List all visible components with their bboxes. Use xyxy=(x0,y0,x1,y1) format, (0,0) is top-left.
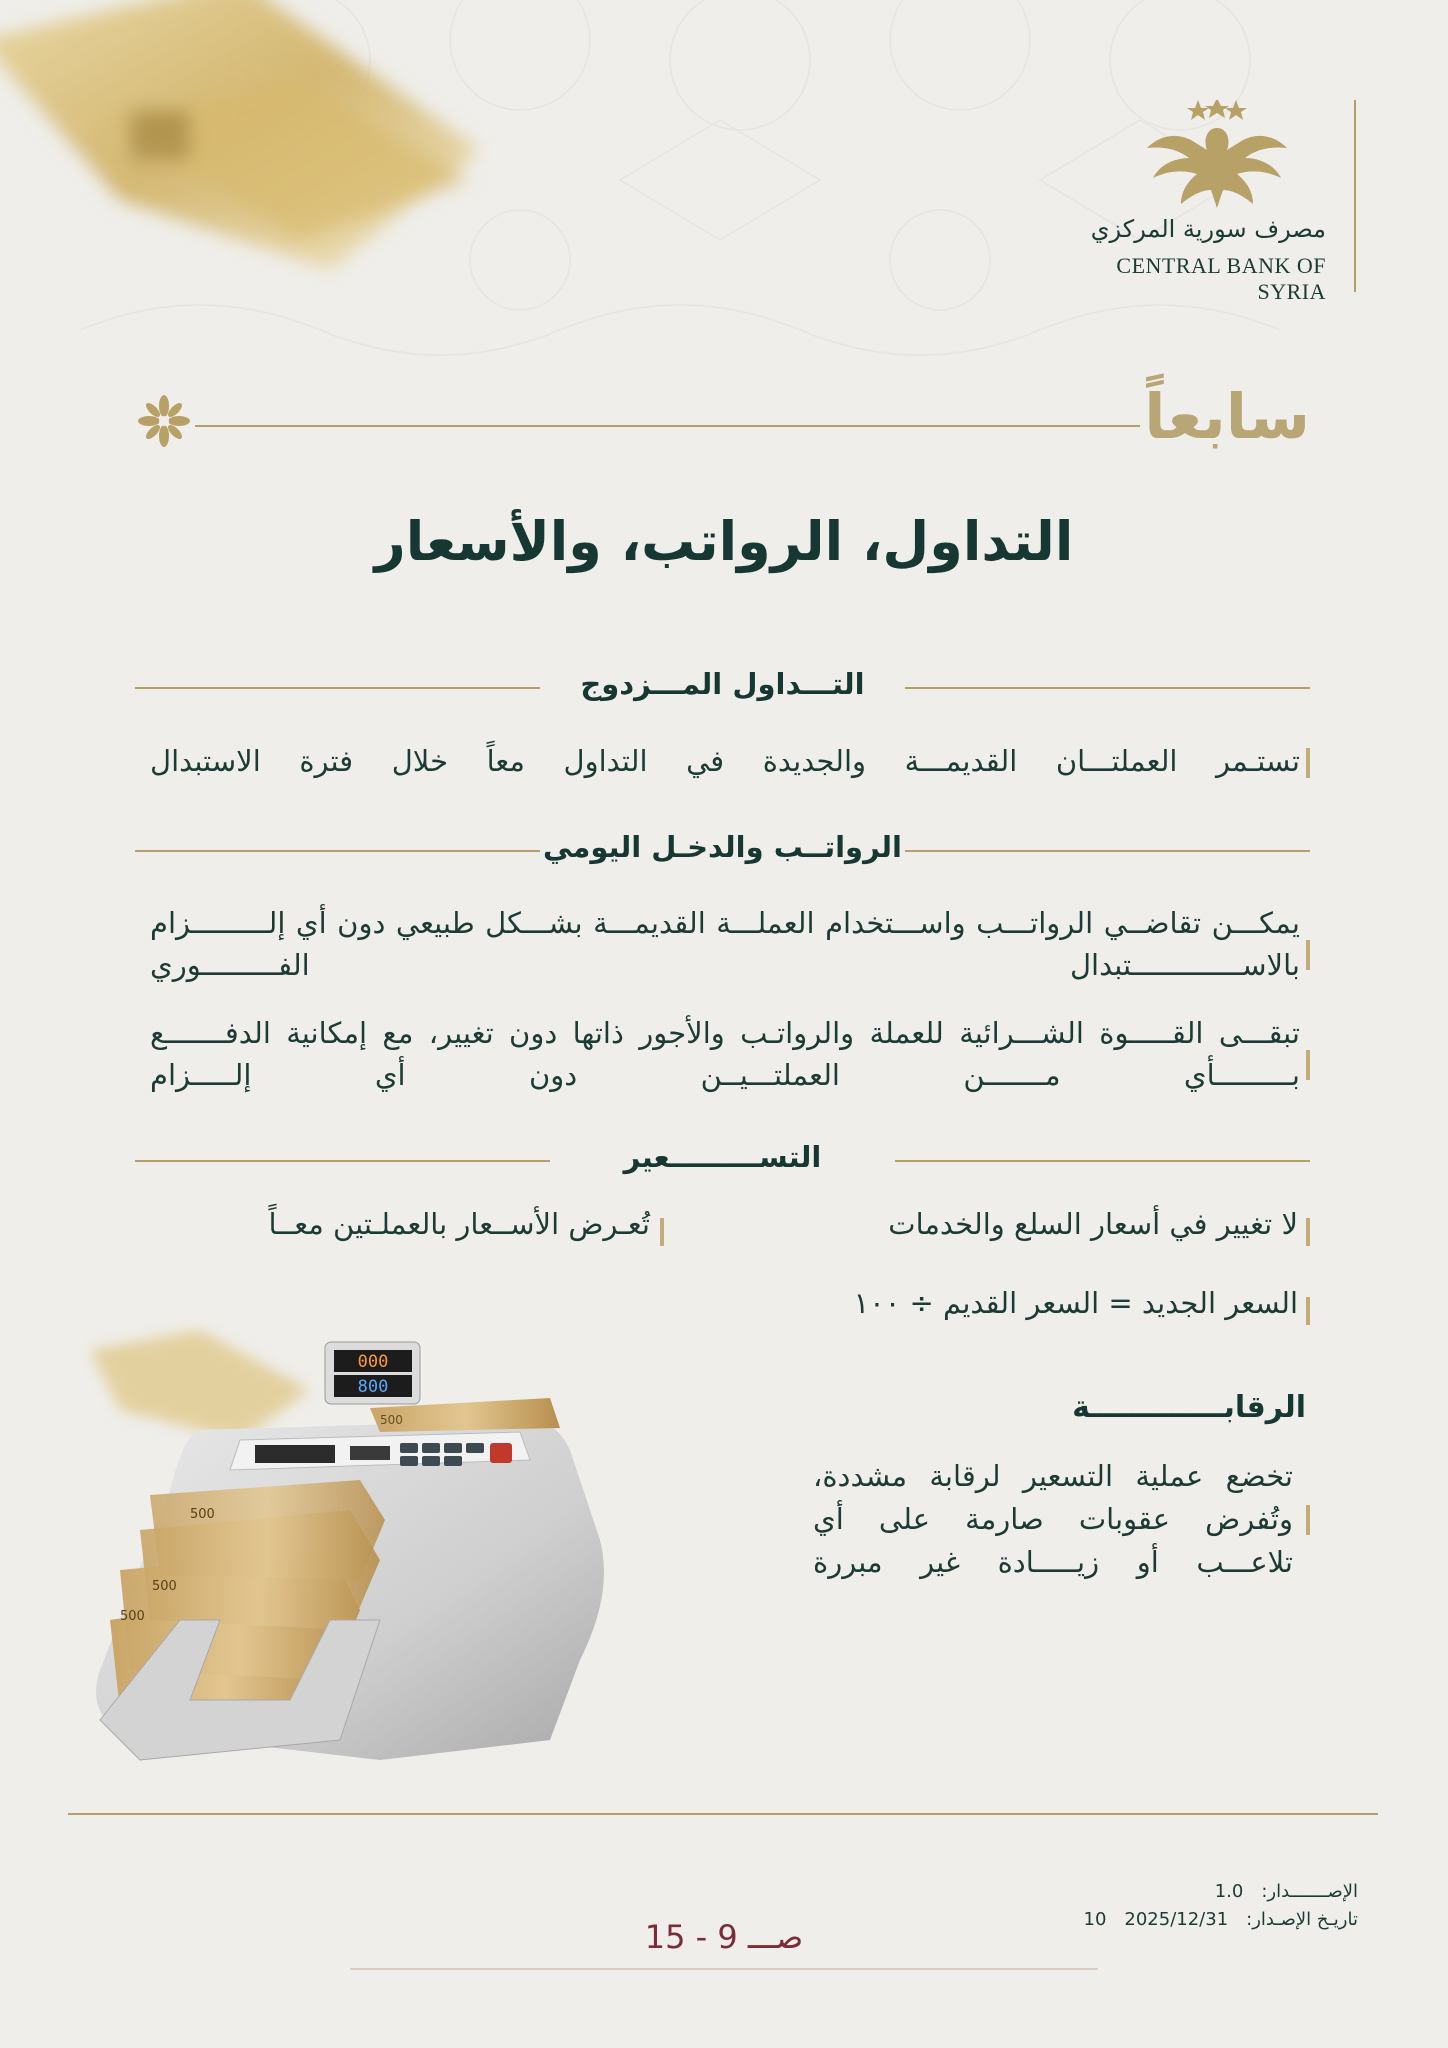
bullet-bar xyxy=(660,1218,664,1246)
salaries-paragraph-1: يمكـــن تقاضــي الرواتـــب واســـتخدام العملـــة القديمـــة بشـــكل طبيعي دون أي إلـــــــــزام بالاســـــــــــــتبدال الفـــــــــوري xyxy=(150,906,1300,982)
pricing-item-dual-display: تُعـرض الأســعار بالعملـتين معــاً xyxy=(268,1207,650,1241)
money-counting-machine-image xyxy=(80,1320,760,1780)
bullet-bar xyxy=(1306,748,1310,778)
bullet-bar xyxy=(1306,940,1310,970)
page-title: التداول، الرواتب، والأسعار xyxy=(374,510,1074,573)
section-number: سابعاً xyxy=(1144,380,1310,453)
banknote-value-back: 500 xyxy=(190,1507,215,1522)
pricing-formula: السعر الجديد = السعر القديم ÷ ١٠٠ xyxy=(853,1286,1298,1320)
issue-date-value: 2025/12/31 xyxy=(1124,1909,1229,1930)
subheading-salaries xyxy=(135,830,1310,870)
oversight-heading: الرقابـــــــــــــة xyxy=(1072,1390,1306,1425)
counter-display-top: 000 xyxy=(357,1352,389,1372)
issue-date-label: تاريـخ الإصـدار: xyxy=(1246,1909,1358,1930)
salaries-paragraph-2: تبقـــى القـــــوة الشـــرائية للعملة والرواتـب والأجور ذاتها دون تغيير، مع إمكانية الدفـــــــع بـــــــــأي مـــــــن العملتـــيــن دون أي إلـــــزام xyxy=(150,1016,1300,1092)
section-divider xyxy=(195,425,1140,427)
subheading-dual-circulation xyxy=(135,667,1310,707)
issue-date-extra: 10 xyxy=(1083,1909,1107,1930)
bullet-bar xyxy=(1306,1297,1310,1325)
version-label: الإصـــــــدار: xyxy=(1261,1881,1358,1902)
bank-name-english: CENTRAL BANK OF SYRIA xyxy=(1116,253,1326,304)
subheading-text: التســـــــــعير xyxy=(623,1140,822,1174)
dual-circulation-text: تستـمر العملتـــان القديمـــة والجديدة في التداول معاً خلال فترة الاستبدال xyxy=(150,744,1300,778)
oversight-text: تخضع عملية التسعير لرقابة مشددة، وتُفرض عقوبات صارمة على أي تلاعـــب أو زيـــــادة غير مبررة xyxy=(813,1459,1293,1579)
page-number-rule xyxy=(350,1968,1098,1970)
eagle-emblem-icon xyxy=(1145,100,1290,210)
bullet-bar xyxy=(1306,1505,1310,1535)
footer-divider xyxy=(68,1813,1378,1815)
logo-divider xyxy=(1354,100,1356,292)
banknote-value-middle: 500 xyxy=(152,1579,177,1594)
version-row xyxy=(1038,1878,1358,1906)
flying-banknotes-image xyxy=(0,0,520,300)
bullet-bar xyxy=(1306,1218,1310,1246)
counter-display-bottom: 800 xyxy=(357,1377,389,1397)
subheading-text: الرواتــب والدخـل اليومي xyxy=(543,830,902,864)
bank-name-arabic: مصرف سورية المركزي xyxy=(1090,215,1326,243)
subheading-text: التـــداول المـــزدوج xyxy=(580,667,865,701)
version-value: 1.0 xyxy=(1214,1881,1244,1902)
page-number: صـــ 9 - 15 xyxy=(644,1918,804,1956)
banknote-value-front: 500 xyxy=(120,1609,145,1624)
pricing-item-no-change: لا تغيير في أسعار السلع والخدمات xyxy=(888,1207,1298,1241)
flower-ornament-icon xyxy=(135,392,193,450)
banknote-value-top: 500 xyxy=(380,1413,403,1427)
bullet-bar xyxy=(1306,1050,1310,1080)
subheading-pricing xyxy=(135,1140,1310,1180)
section-header xyxy=(135,380,1310,470)
central-bank-logo xyxy=(1058,100,1378,304)
